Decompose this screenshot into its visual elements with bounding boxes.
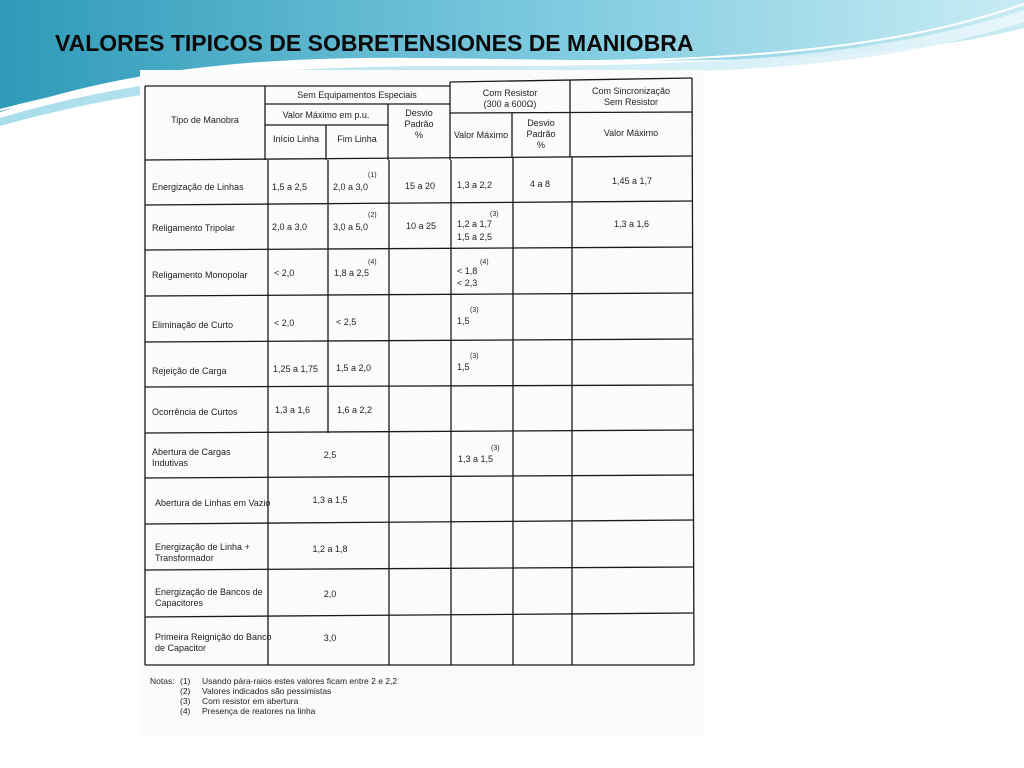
- note-line: Notas: (1) Usando pára-raios estes valores ficam entre 2 e 2,2: [150, 676, 398, 686]
- cell-fim-linha: 1,6 a 2,2: [337, 405, 373, 415]
- cell-sinc-max: 1,3 a 1,6: [614, 219, 650, 229]
- header-fim-linha: Fim Linha: [337, 134, 377, 144]
- note-line: (3) Com resistor em abertura: [180, 696, 299, 706]
- header-valor-maximo-resistor: Valor Máximo: [453, 130, 509, 140]
- cell-desvio: 10 a 25: [406, 221, 437, 231]
- table-notes: [150, 676, 397, 716]
- row-label: Abertura de Linhas em Vazio: [155, 498, 271, 508]
- cell-resistor-max: 1,3 a 1,5: [458, 454, 494, 464]
- cell-inicio-linha: < 2,0: [274, 268, 295, 278]
- row-label: Ocorrência de Curtos: [152, 407, 238, 417]
- row-label: Eliminação de Curto: [152, 320, 234, 330]
- note-ref: (1): [368, 172, 377, 179]
- header-desvio-padrao-1: Desvio Padrão %: [404, 108, 434, 140]
- note-ref: (2): [368, 212, 377, 219]
- note-ref: (4): [480, 259, 489, 266]
- note-ref: (3): [491, 445, 500, 452]
- header-tipo-manobra: Tipo de Manobra: [171, 115, 239, 125]
- cell-merged-value: 1,3 a 1,5: [312, 495, 348, 505]
- cell-inicio-linha: 1,25 a 1,75: [273, 364, 319, 374]
- row-label: Energização de Linhas: [152, 182, 244, 192]
- note-ref: (3): [490, 211, 499, 218]
- cell-merged-value: 2,5: [323, 450, 337, 460]
- note-ref: (4): [368, 259, 377, 266]
- cell-fim-linha: < 2,5: [336, 317, 357, 327]
- row-label: Religamento Tripolar: [152, 223, 236, 233]
- row-label: Religamento Monopolar: [152, 270, 248, 280]
- cell-resistor-max: 1,5: [457, 362, 470, 372]
- header-sem-equipamentos: Sem Equipamentos Especiais: [297, 90, 417, 100]
- header-com-sincronizacao: Com Sincronização Sem Resistor: [591, 86, 671, 107]
- header-desvio-padrao-2: Desvio Padrão %: [526, 118, 556, 150]
- cell-merged-value: 2,0: [323, 589, 337, 599]
- cell-resistor-max: 1,2 a 1,7: [457, 219, 493, 229]
- note-line: (4) Presença de reatores na linha: [180, 706, 316, 716]
- cell-inicio-linha: < 2,0: [274, 318, 295, 328]
- note-ref: (3): [470, 353, 479, 360]
- cell-resistor-max: < 1,8: [457, 266, 478, 276]
- row-label: Rejeição de Carga: [152, 366, 227, 376]
- cell-resistor-max-2: 1,5 a 2,5: [457, 232, 493, 242]
- header-valor-maximo-sinc: Valor Máximo: [603, 128, 659, 138]
- header-inicio-linha: Início Linha: [272, 134, 320, 144]
- cell-fim-linha: 1,5 a 2,0: [336, 363, 372, 373]
- cell-resistor-max-2: < 2,3: [457, 278, 478, 288]
- cell-merged-value: 1,2 a 1,8: [312, 544, 348, 554]
- cell-desvio: 15 a 20: [405, 181, 436, 191]
- cell-sinc-max: 1,45 a 1,7: [612, 176, 653, 186]
- cell-resistor-desvio: 4 a 8: [530, 179, 551, 189]
- cell-merged-value: 3,0: [323, 633, 337, 643]
- note-line: (2) Valores indicados são pessimistas: [180, 686, 332, 696]
- header-valor-maximo-pu: Valor Máximo em p.u.: [282, 110, 370, 120]
- cell-resistor-max: 1,3 a 2,2: [457, 180, 493, 190]
- cell-resistor-max: 1,5: [457, 316, 470, 326]
- row-label: Primeira Reignição do Banco de Capacitor: [155, 632, 272, 653]
- row-label: Energização de Bancos de Capacitores: [155, 587, 263, 608]
- header-com-resistor: Com Resistor (300 a 600Ω): [482, 88, 538, 109]
- slide-title: VALORES TIPICOS DE SOBRETENSIONES DE MANIOBRA: [55, 30, 694, 56]
- cell-inicio-linha: 1,3 a 1,6: [275, 405, 311, 415]
- notes-label: Notas:: [150, 676, 175, 686]
- cell-inicio-linha: 1,5 a 2,5: [272, 182, 308, 192]
- cell-fim-linha: 1,8 a 2,5: [334, 268, 370, 278]
- row-label: Energização de Linha + Transformador: [155, 542, 250, 563]
- cell-fim-linha: 3,0 a 5,0: [333, 222, 369, 232]
- cell-inicio-linha: 2,0 a 3,0: [272, 222, 308, 232]
- row-label: Abertura de Cargas Indutivas: [152, 447, 231, 468]
- note-ref: (3): [470, 307, 479, 314]
- cell-fim-linha: 2,0 a 3,0: [333, 182, 369, 192]
